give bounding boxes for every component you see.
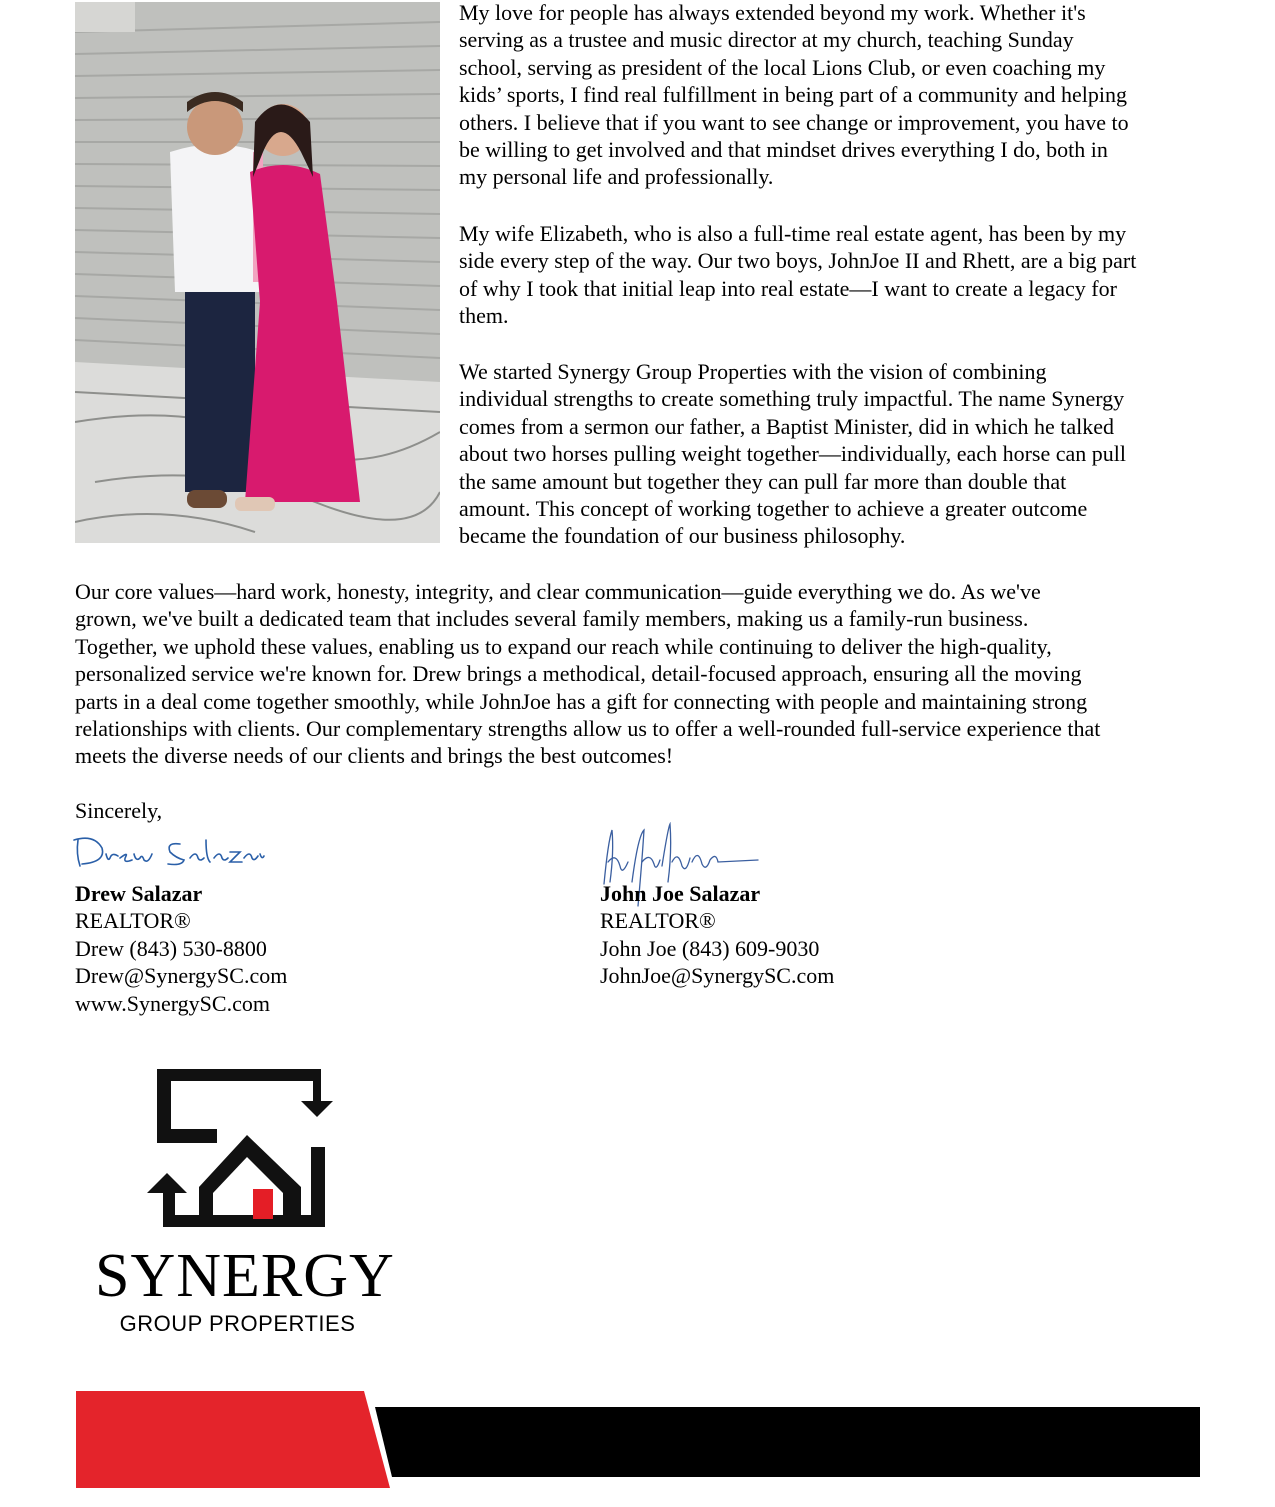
text-line: them. — [459, 303, 509, 329]
text-line: personalized service we're known for. Drew brings a methodical, detail-focused approach, ensuring all the moving — [75, 661, 1082, 687]
signer-name: Drew Salazar — [75, 881, 203, 906]
footer-bar — [0, 1388, 1275, 1502]
logo-subtitle: GROUP PROPERTIES — [119, 1311, 356, 1336]
company-website: www.SynergySC.com — [75, 990, 270, 1016]
text-line: amount. This concept of working together to achieve a greater outcome — [459, 496, 1088, 522]
text-line: became the foundation of our business philosophy. — [459, 523, 906, 549]
text-line: be willing to get involved and that mindset drives everything I do, both in — [459, 137, 1108, 163]
signer-title: REALTOR® — [600, 908, 716, 934]
text-line: my personal life and professionally. — [459, 164, 774, 190]
text-line: My wife Elizabeth, who is also a full-time real estate agent, has been by my — [459, 221, 1127, 246]
text-line: individual strengths to create something truly impactful. The name Synergy — [459, 386, 1125, 412]
drew-contact-block — [75, 880, 287, 1017]
text-line: side every step of the way. Our two boys, JohnJoe II and Rhett, are a big part — [459, 248, 1137, 274]
text-line: Together, we uphold these values, enabling us to expand our reach while continuing to deliver the high-quality, — [75, 633, 1052, 659]
text-line: grown, we've built a dedicated team that includes several family members, making us a family-run business. — [75, 606, 1029, 632]
signer-phone: John Joe (843) 609-9030 — [600, 935, 820, 961]
paragraph-core-values — [75, 578, 1205, 770]
signer-title: REALTOR® — [75, 908, 191, 934]
synergy-logo — [95, 1065, 395, 1340]
john-joe-contact-block — [600, 880, 834, 990]
text-line: others. I believe that if you want to see change or improvement, you have to — [459, 109, 1129, 135]
drew-signature — [72, 830, 267, 874]
text-line: the same amount but together they can pull far more than double that — [459, 468, 1067, 494]
text-line: Our core values—hard work, honesty, integrity, and clear communication—guide everything we do. As we've — [75, 579, 1041, 604]
text-line: comes from a sermon our father, a Baptist Minister, did in which he talked — [459, 413, 1115, 439]
closing-salutation: Sincerely, — [75, 798, 163, 823]
signer-email: Drew@SynergySC.com — [75, 963, 288, 989]
text-line: kids’ sports, I find real fulfillment in being part of a community and helping — [459, 82, 1128, 108]
paragraph-community — [459, 0, 1204, 191]
text-line: parts in a deal come together smoothly, while JohnJoe has a gift for connecting with people and maintaining strong — [75, 688, 1088, 714]
text-line: We started Synergy Group Properties with the vision of combining — [459, 359, 1047, 384]
text-line: serving as a trustee and music director at my church, teaching Sunday — [459, 27, 1074, 53]
text-line: My love for people has always extended beyond my work. Whether it's — [459, 0, 1086, 25]
text-line: about two horses pulling weight together—individually, each horse can pull — [459, 441, 1126, 467]
signer-name: John Joe Salazar — [600, 881, 761, 906]
text-line: meets the diverse needs of our clients and brings the best outcomes! — [75, 743, 674, 769]
text-line: school, serving as president of the local Lions Club, or even coaching my — [459, 54, 1106, 80]
footer-red-band — [76, 1391, 390, 1488]
couple-photo — [75, 2, 440, 543]
paragraph-family — [459, 220, 1204, 330]
signer-phone: Drew (843) 530-8800 — [75, 935, 267, 961]
text-line: of why I took that initial leap into real estate—I want to create a legacy for — [459, 275, 1117, 301]
footer-black-band — [375, 1407, 1200, 1477]
logo-wordmark: SYNERGY — [95, 1242, 395, 1310]
house-arrows-icon — [95, 1065, 380, 1245]
text-line: relationships with clients. Our complementary strengths allow us to offer a well-rounded full-service experience that — [75, 716, 1101, 742]
paragraph-synergy-origin — [459, 358, 1204, 550]
signer-email: JohnJoe@SynergySC.com — [600, 963, 835, 989]
